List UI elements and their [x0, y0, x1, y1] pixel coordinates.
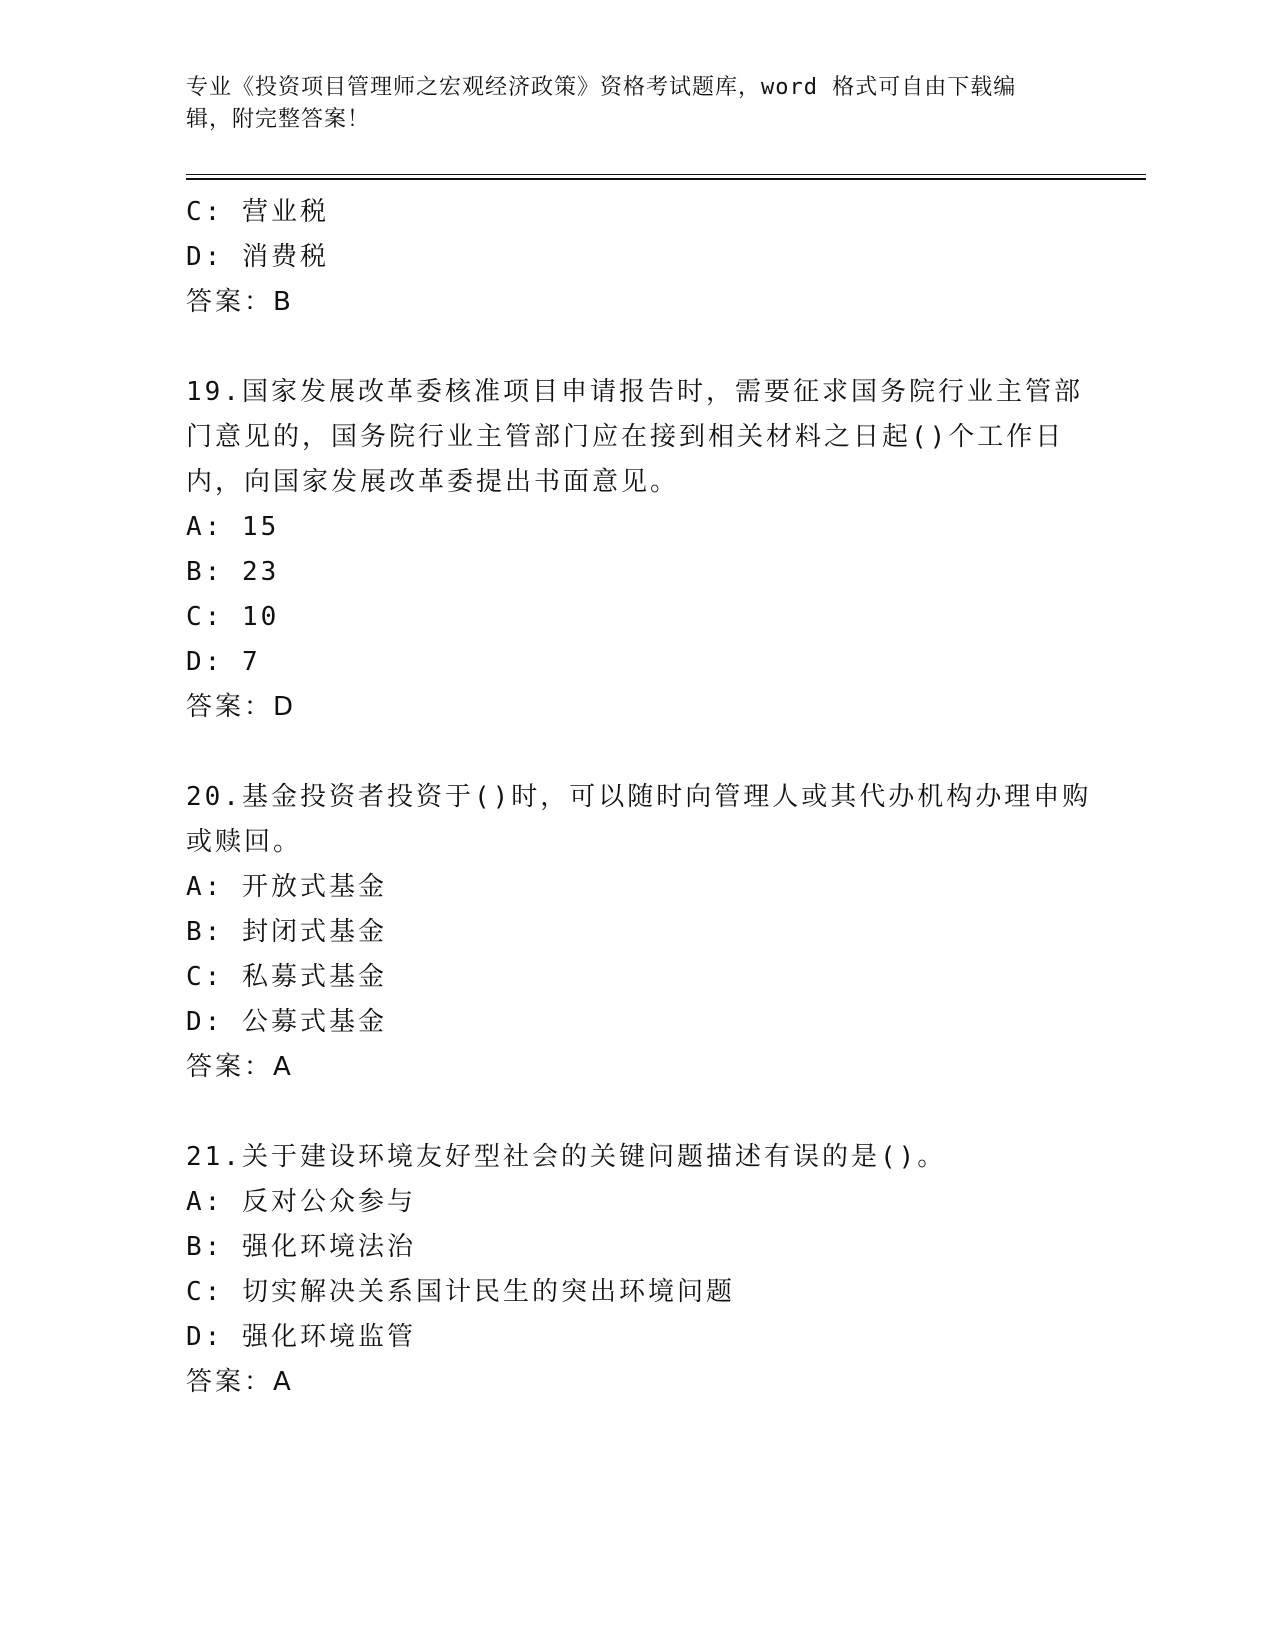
question-list	[186, 190, 1092, 1405]
option-b: B: 强化环境法治	[186, 1232, 416, 1262]
question-stem-line: 内，向国家发展改革委提出书面意见。	[186, 467, 680, 497]
header-divider-thick	[186, 178, 1146, 180]
answer-line: 答案：A	[186, 1367, 294, 1397]
option-d: D: 消费税	[186, 242, 329, 272]
question-block-18	[186, 190, 1086, 325]
header-line-2: 辑，附完整答案！	[186, 107, 371, 132]
question-block-19	[186, 370, 1086, 730]
answer-line: 答案：B	[186, 287, 294, 317]
spacer	[186, 1090, 1086, 1135]
spacer	[186, 730, 1086, 775]
option-c: C: 营业税	[186, 197, 329, 227]
question-stem-line: 19.国家发展改革委核准项目申请报告时，需要征求国务院行业主管部	[186, 377, 1083, 407]
spacer	[186, 325, 1086, 370]
answer-line: 答案：D	[186, 692, 297, 722]
option-c: C: 切实解决关系国计民生的突出环境问题	[186, 1277, 735, 1307]
question-block-21	[186, 1135, 1086, 1405]
option-c: C: 10	[186, 602, 280, 632]
question-stem-line: 20.基金投资者投资于()时，可以随时向管理人或其代办机构办理申购	[186, 782, 1092, 812]
option-a: A: 反对公众参与	[186, 1187, 416, 1217]
option-b: B: 23	[186, 557, 280, 587]
header-divider-thin	[186, 174, 1146, 175]
option-d: D: 公募式基金	[186, 1007, 387, 1037]
option-b: B: 封闭式基金	[186, 917, 387, 947]
question-stem-line: 门意见的，国务院行业主管部门应在接到相关材料之日起()个工作日	[186, 422, 1065, 452]
header-line-1: 专业《投资项目管理师之宏观经济政策》资格考试题库，word 格式可自由下载编	[186, 75, 1017, 100]
question-block-20	[186, 775, 1092, 1090]
answer-line: 答案：A	[186, 1052, 294, 1082]
option-d: D: 7	[186, 647, 261, 677]
option-a: A: 开放式基金	[186, 872, 387, 902]
option-c: C: 私募式基金	[186, 962, 387, 992]
question-stem-line: 或赎回。	[186, 827, 303, 857]
question-stem-line: 21.关于建设环境友好型社会的关键问题描述有误的是()。	[186, 1142, 947, 1172]
document-header	[186, 72, 1086, 136]
option-d: D: 强化环境监管	[186, 1322, 416, 1352]
option-a: A: 15	[186, 512, 280, 542]
